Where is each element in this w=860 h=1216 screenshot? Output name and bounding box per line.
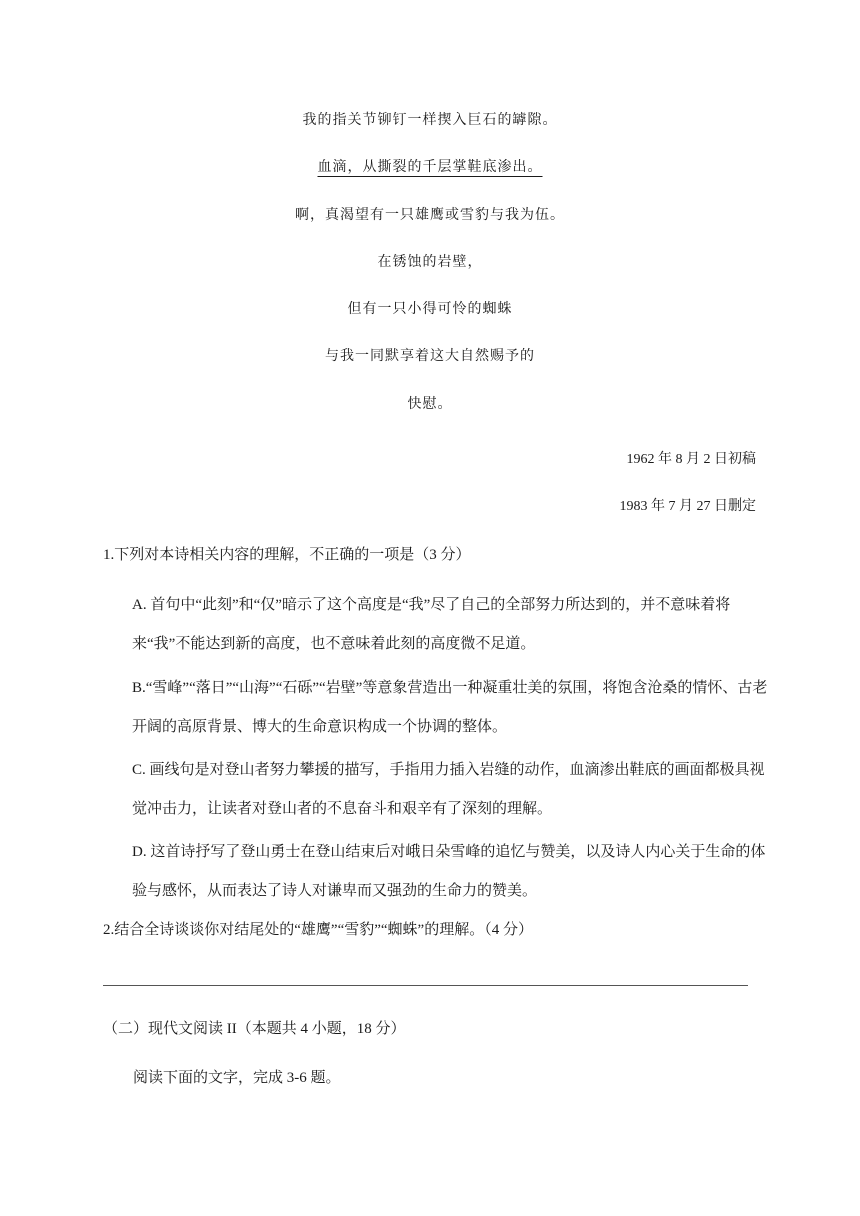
section-heading: （二）现代文阅读 II（本题共 4 小题，18 分）: [103, 1021, 406, 1037]
poem-line: 我的指关节铆钉一样揳入巨石的罅隙。: [302, 112, 558, 128]
poem-line: 在锈蚀的岩壁，: [377, 253, 483, 270]
poem-line: 但有一只小得可怜的蜘蛛: [347, 301, 513, 318]
answer-line: [103, 985, 748, 986]
underlined-text: 血滴，从撕裂的千层掌鞋底渗出。: [317, 159, 543, 176]
option-b: B.“雪峰”“落日”“山海”“石砾”“岩壁”等意象营造出一种凝重壮美的氛围，将饱含沧桑的情怀、古老开阔的高原背景、博大的生命意识构成一个协调的整体。: [132, 680, 768, 735]
date-draft: 1962 年 8 月 2 日初稿: [626, 452, 756, 467]
poem-line-underlined: [0, 153, 860, 200]
poem-line: 快慰。: [407, 395, 453, 412]
option-a: A. 首句中“此刻”和“仅”暗示了这个高度是“我”尽了自己的全部努力所达到的，并不意味着将来“我”不能达到新的高度，也不意味着此刻的高度微不足道。: [132, 597, 731, 652]
poem-line: 与我一同默享着这大自然赐予的: [325, 348, 535, 365]
section-instruction: 阅读下面的文字，完成 3-6 题。: [133, 1070, 341, 1086]
poem: [0, 106, 860, 437]
option-d: D. 这首诗抒写了登山勇士在登山结束后对峨日朵雪峰的追忆与赞美，以及诗人内心关于生命的体验与感怀，从而表达了诗人对谦卑而又强劲的生命力的赞美。: [132, 844, 766, 899]
question-2-stem: 2.结合全诗谈谈你对结尾处的“雄鹰”“雪豹”“蜘蛛”的理解。（4 分）: [103, 922, 533, 938]
question-1-stem: 1.下列对本诗相关内容的理解，不正确的一项是（3 分）: [103, 547, 471, 563]
option-c: C. 画线句是对登山者努力攀援的描写，手指用力插入岩缝的动作，血滴渗出鞋底的画面都极具视觉冲击力，让读者对登山者的不息奋斗和艰辛有了深刻的理解。: [132, 762, 765, 817]
date-revised: 1983 年 7 月 27 日删定: [619, 499, 756, 514]
poem-line: 啊，真渴望有一只雄鹰或雪豹与我为伍。: [295, 206, 565, 223]
